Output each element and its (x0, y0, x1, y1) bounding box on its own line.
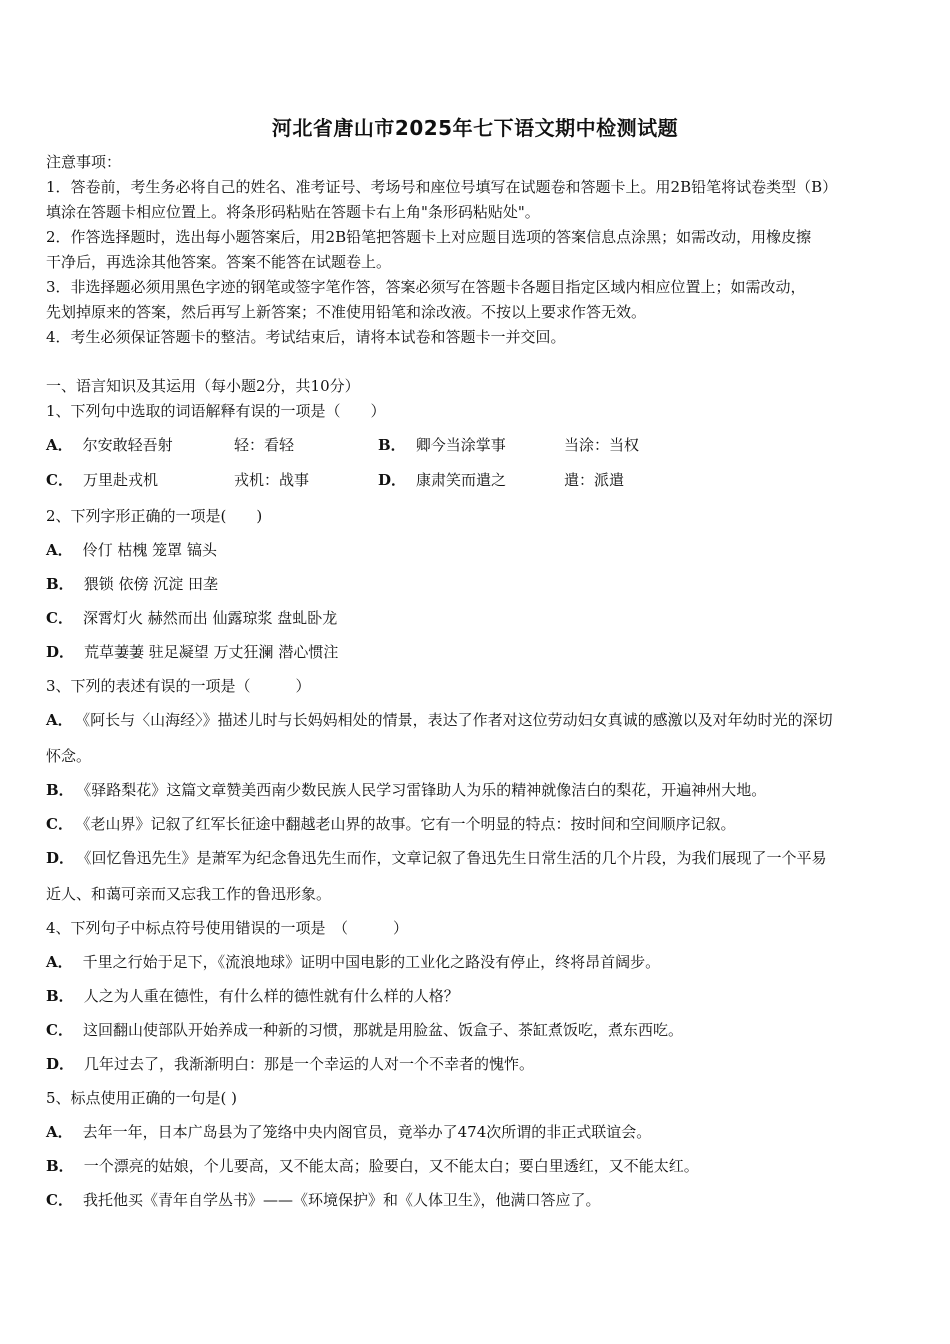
question-4-stem: 4、下列句子中标点符号使用错误的一项是 （ ） (46, 919, 409, 937)
q4-option-a (46, 952, 908, 972)
notice-line: 3．非选择题必须用黑色字迹的钢笔或签字笔作答，答案必须写在答题卡各题目指定区域内相应位置上；如需改动， (46, 278, 806, 296)
option-label: D． (46, 643, 75, 661)
q3-option-a (46, 710, 908, 730)
question-1-stem: 1、下列句中选取的词语解释有误的一项是（ ） (46, 402, 386, 420)
option-text: 《老山界》记叙了红军长征途中翻越老山界的故事。它有一个明显的特点：按时间和空间顺序记叙。 (82, 815, 736, 833)
q1-option-a-gloss: 轻：看轻 (234, 436, 295, 454)
option-text: 这回翻山使部队开始养成一种新的习惯，那就是用脸盆、饭盒子、茶缸煮饭吃，煮东西吃。 (82, 1021, 683, 1039)
q3-option-b (46, 780, 908, 800)
question-5-stem: 5、标点使用正确的一句是( ) (46, 1089, 238, 1107)
option-label: A． (46, 711, 73, 729)
section-heading: 一、语言知识及其运用（每小题2分，共10分） (46, 377, 360, 395)
q1-option-d-gloss: 遣：派遣 (564, 471, 625, 489)
option-label: A． (46, 953, 73, 971)
option-sentence: 卿今当涂掌事 (415, 436, 506, 454)
q2-option-b (46, 574, 908, 594)
q4-option-b (46, 986, 908, 1006)
option-label: B． (46, 575, 74, 593)
q2-option-a (46, 540, 908, 560)
option-label: A． (46, 541, 73, 559)
page-title: 河北省唐山市2025年七下语文期中检测试题 (271, 116, 679, 140)
q1-option-b-gloss: 当涂：当权 (564, 436, 640, 454)
question-3-stem: 3、下列的表述有误的一项是（ ） (46, 677, 311, 695)
q2-option-d (46, 642, 908, 662)
option-label: B． (46, 781, 74, 799)
q3-option-a-continued: 怀念。 (46, 747, 92, 765)
option-text: 猥锁 依傍 沉淀 田垄 (83, 575, 218, 593)
q1-option-b (378, 435, 506, 455)
option-text: 《阿长与〈山海经〉》描述儿时与长妈妈相处的情景，表达了作者对这位劳动妇女真诚的感激以及对年幼时光的深切 (82, 711, 833, 729)
option-text: 《驿路梨花》这篇文章赞美西南少数民族人民学习雷锋助人为乐的精神就像洁白的梨花，开遍神州大地。 (83, 781, 767, 799)
q1-option-a (46, 435, 173, 455)
q5-option-a (46, 1122, 908, 1142)
option-label: D． (46, 1055, 75, 1073)
notice-line: 填涂在答题卡相应位置上。将条形码粘贴在答题卡右上角"条形码粘贴处"。 (46, 203, 540, 221)
option-label: A． (46, 436, 73, 454)
option-label: C． (46, 609, 73, 627)
notice-line: 先划掉原来的答案，然后再写上新答案；不准使用铅笔和涂改液。不按以上要求作答无效。 (46, 303, 647, 321)
q3-option-d-continued: 近人、和蔼可亲而又忘我工作的鲁迅形象。 (46, 885, 332, 903)
option-sentence: 尔安敢轻吾射 (82, 436, 173, 454)
notice-line: 干净后，再选涂其他答案。答案不能答在试题卷上。 (46, 253, 392, 271)
option-text: 我托他买《青年自学丛书》——《环境保护》和《人体卫生》，他满口答应了。 (82, 1191, 601, 1209)
option-label: B． (46, 987, 74, 1005)
option-label: C． (46, 1021, 73, 1039)
q4-option-c (46, 1020, 908, 1040)
option-label: B． (46, 1157, 74, 1175)
q4-option-d (46, 1054, 908, 1074)
q5-option-c (46, 1190, 908, 1210)
option-text: 千里之行始于足下，《流浪地球》证明中国电影的工业化之路没有停止，终将昂首阔步。 (82, 953, 661, 971)
option-text: 深霄灯火 赫然而出 仙露琼浆 盘虬卧龙 (82, 609, 338, 627)
q3-option-d (46, 848, 908, 868)
notice-heading: 注意事项： (46, 153, 122, 171)
q1-option-c-gloss: 戎机：战事 (234, 471, 310, 489)
option-text: 荒草萋萋 驻足凝望 万丈狂澜 潜心惯注 (84, 643, 339, 661)
option-text: 一个漂亮的姑娘，个儿要高，又不能太高；脸要白，又不能太白；要白里透红，又不能太红。 (83, 1157, 699, 1175)
q1-option-c (46, 470, 158, 490)
notice-line: 2．作答选择题时，选出每小题答案后，用2B铅笔把答题卡上对应题目选项的答案信息点涂黑；如需改动，用橡皮擦 (46, 228, 812, 246)
q2-option-c (46, 608, 908, 628)
notice-line: 4．考生必须保证答题卡的整洁。考试结束后，请将本试卷和答题卡一并交回。 (46, 328, 566, 346)
option-text: 伶仃 枯槐 笼罩 镐头 (82, 541, 217, 559)
option-label: D． (46, 849, 75, 867)
option-text: 人之为人重在德性，有什么样的德性就有什么样的人格？ (83, 987, 459, 1005)
option-label: B． (378, 436, 406, 454)
option-label: C． (46, 815, 73, 833)
option-label: C． (46, 471, 73, 489)
option-sentence: 康肃笑而遣之 (416, 471, 507, 489)
option-sentence: 万里赴戎机 (82, 471, 158, 489)
option-text: 几年过去了，我渐渐明白：那是一个幸运的人对一个不幸者的愧怍。 (84, 1055, 535, 1073)
option-label: A． (46, 1123, 73, 1141)
option-text: 去年一年，日本广岛县为了笼络中央内阁官员，竟举办了474次所谓的非正式联谊会。 (82, 1123, 652, 1141)
notice-line: 1．答卷前，考生务必将自己的姓名、准考证号、考场号和座位号填写在试题卷和答题卡上。用2B铅笔将试卷类型（B） (46, 178, 838, 196)
q5-option-b (46, 1156, 908, 1176)
option-label: D． (378, 471, 407, 489)
option-label: C． (46, 1191, 73, 1209)
option-text: 《回忆鲁迅先生》是萧军为纪念鲁迅先生而作，文章记叙了鲁迅先生日常生活的几个片段，为我们展现了一个平易 (84, 849, 827, 867)
q1-option-d (378, 470, 506, 490)
question-2-stem: 2、下列字形正确的一项是( ) (46, 507, 263, 525)
q3-option-c (46, 814, 908, 834)
